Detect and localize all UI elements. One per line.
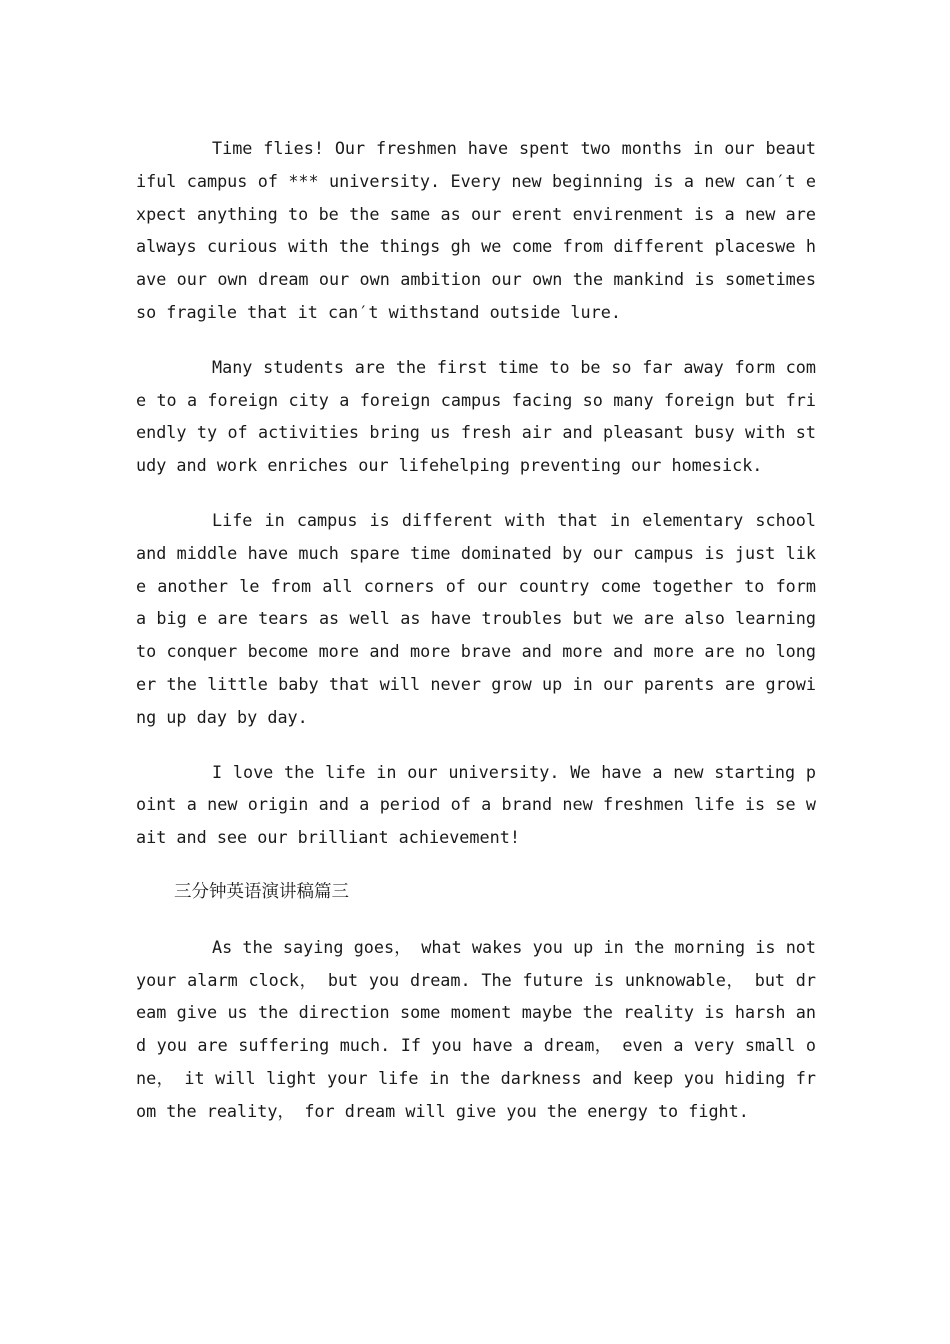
document-body: [136, 132, 816, 1150]
paragraph-1: Time flies! Our freshmen have spent two months in our beautiful campus of *** university. Every new beginning is a new can′t expect anything to be the same as our erent envirenment is a new are always curious with the things gh we come from different placeswe have our own dream our own ambition our own the mankind is sometimes so fragile that it can′t withstand outside lure.: [136, 138, 816, 322]
paragraph-2: Many students are the first time to be so far away form come to a foreign city a foreign campus facing so many foreign but friendly ty of activities bring us fresh air and pleasant busy with study and work enriches our lifehelping preventing our homesick.: [136, 356, 816, 476]
paragraph-4: I love the life in our university. We have a new starting point a new origin and a period of a brand new freshmen life is se wait and see our brilliant achievement!: [136, 761, 816, 848]
section-paragraph-1: As the saying goes， what wakes you up in the morning is not your alarm clock， but you dream. The future is unknowable， but dream give us the direction some moment maybe the reality is harsh and you are suffering much. If you have a dream， even a very small one， it will light your life in the darkness and keep you hiding from the reality， for dream will give you the energy to fight.: [136, 936, 816, 1121]
paragraph-3: Life in campus is different with that in elementary school and middle have much spare time dominated by our campus is just like another le from all corners of our country come together to form a big e are tears as well as have troubles but we are also learning to conquer become more and more brave and more and more are no longer the little baby that will never grow up in our parents are growing up day by day.: [136, 509, 816, 727]
section-heading: 三分钟英语演讲稿篇三: [174, 881, 349, 902]
